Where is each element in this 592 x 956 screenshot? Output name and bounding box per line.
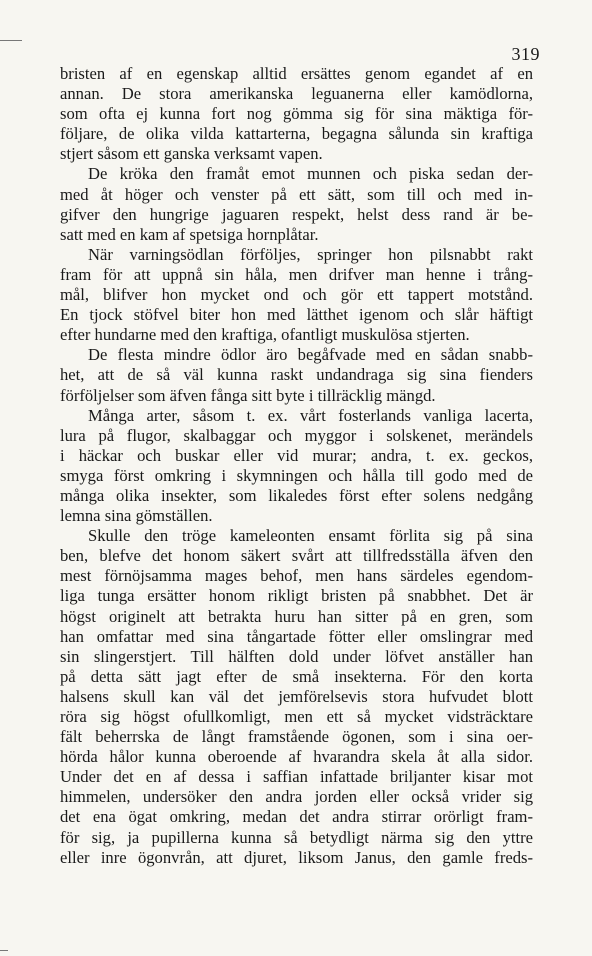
text-line: annan. De stora amerikanska leguanerna eller kamödlorna,: [60, 84, 533, 104]
scan-edge-mark: [0, 40, 22, 41]
text-line: i häckar och buskar eller vid murar; andra, t. ex. geckos,: [60, 445, 533, 465]
text-line: mest förnöjsamma mages behof, men hans särdeles egendom-: [60, 566, 533, 586]
text-line: Under det en af dessa i saffian infattade briljanter kisar mot: [60, 767, 533, 787]
text-line: ben, blefve det honom säkert svårt att tillfredsställa äfven den: [60, 546, 533, 566]
text-line: liga tunga ersätter honom rikligt bristen på snabbhet. Det är: [60, 586, 533, 606]
text-line: halsens skull kan väl det jemförelsevis stora hufvudet blott: [60, 686, 533, 706]
text-line: Skulle den tröge kameleonten ensamt förlita sig på sina: [88, 526, 533, 546]
text-line: De kröka den framåt emot munnen och piska sedan der-: [88, 164, 533, 184]
text-line: När varningsödlan förföljes, springer hon pilsnabbt rakt: [88, 244, 533, 264]
text-line: eller inre ögonvrån, att djuret, liksom Janus, den gamle freds-: [60, 847, 533, 867]
text-line: satt med en kam af spetsiga hornplåtar.: [60, 224, 319, 244]
text-line: efter hundarne med den kraftiga, ofantligt muskulösa stjerten.: [60, 325, 470, 345]
text-line: lemna sina gömställen.: [60, 506, 213, 526]
text-line: De flesta mindre ödlor äro begåfvade med en sådan snabb-: [88, 345, 533, 365]
text-line: många olika insekter, som likaledes först efter solens nedgång: [60, 485, 533, 505]
text-line: med åt höger och venster på ett sätt, som till och med in-: [60, 184, 533, 204]
text-line: på detta sätt jagt efter de små insekterna. För den korta: [60, 666, 533, 686]
body-text: [60, 64, 533, 868]
text-line: hörda hålor kunna oberoende af hvarandra skela åt alla sidor.: [60, 747, 533, 767]
text-line: det ena ögat omkring, medan det andra stirrar orörligt fram-: [60, 807, 533, 827]
text-line: han omfattar med sina tångartade fötter eller omslingrar med: [60, 626, 533, 646]
text-line: lura på flugor, skalbaggar och myggor i solskenet, merändels: [60, 425, 533, 445]
page-number: 319: [511, 44, 540, 64]
scan-edge-mark-bottom: [0, 950, 8, 951]
text-line: Många arter, såsom t. ex. vårt fosterlands vanliga lacerta,: [88, 405, 533, 425]
text-line: högst originelt att betrakta huru han sitter på en gren, som: [60, 606, 533, 626]
text-line: stjert såsom ett ganska verksamt vapen.: [60, 144, 323, 164]
text-line: het, att de så väl kunna raskt undandraga sig sina fienders: [60, 365, 533, 385]
text-line: för sig, ja pupillerna kunna så betydligt närma sig den yttre: [60, 827, 533, 847]
text-line: förföljelser som äfven fånga sitt byte i tillräcklig mängd.: [60, 385, 436, 405]
text-line: mål, blifver hon mycket ond och gör ett tappert motstånd.: [60, 285, 533, 305]
text-line: En tjock stöfvel biter hon med lätthet igenom och slår häftigt: [60, 305, 533, 325]
text-line: himmelen, undersöker den andra jorden eller också vrider sig: [60, 787, 533, 807]
text-line: gifver den hungrige jaguaren respekt, helst dess rand är be-: [60, 204, 533, 224]
text-line: följare, de olika vilda kattarterna, begagna sålunda sin kraftiga: [60, 124, 533, 144]
text-line: som ofta ej kunna fort nog gömma sig för sina mäktiga för-: [60, 104, 533, 124]
text-line: röra sig högst ofullkomligt, men ett så mycket vidsträcktare: [60, 707, 533, 726]
text-line: fält beherrska de långt framstående ögonen, som i sina oer-: [60, 727, 533, 747]
text-line: sin slingerstjert. Till hälften dold under löfvet anställer han: [60, 646, 533, 666]
text-line: smyga först omkring i skymningen och hålla till godo med de: [60, 465, 533, 485]
text-line: bristen af en egenskap alltid ersättes genom egandet af en: [60, 64, 533, 83]
text-line: fram för att uppnå sin håla, men drifver man henne i trång-: [60, 264, 533, 284]
